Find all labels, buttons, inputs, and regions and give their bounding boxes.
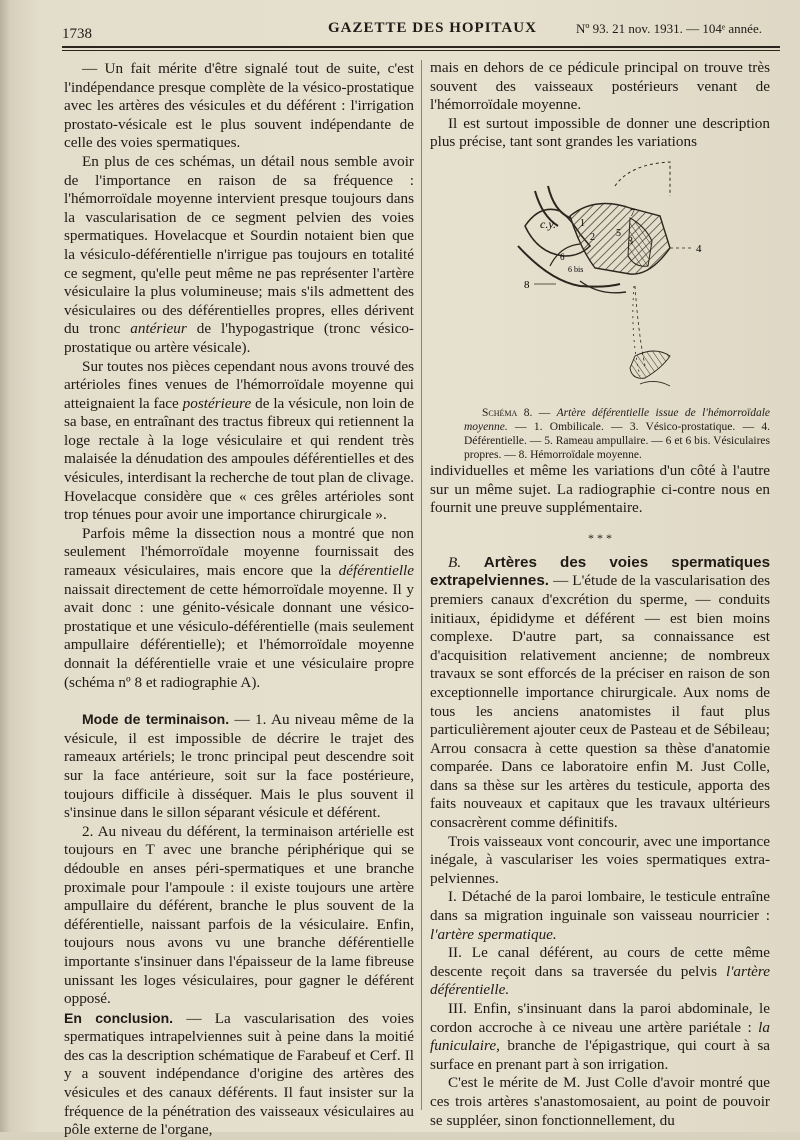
issue-info: Nº 93. 21 nov. 1931. — 104ᵉ année. (576, 21, 762, 36)
paragraph: Parfois même la dissection nous a montré que non seulement l'hémorroïdale moyenne fournissait des rameaux vésiculaires, mais encore que la déférentielle naissait directement de cette hémorroïdale moyenne. Il y avait donc : une génito-vésicale donnant une vésico-prostatique et une vésiculo-déférentielle (mais seulement ampullaire déférentielle); et l'hémorroïdale moyenne donnait la déférentielle vraie et une vésiculaire propre (schéma nº 8 et radiographie A). (64, 524, 414, 691)
label-cy: c.y. (540, 216, 556, 231)
paragraph: Il est surtout impossible de donner une description plus précise, tant sont grandes les variations (430, 114, 770, 151)
list-item: I. Détaché de la paroi lombaire, le testicule entraîne dans sa migration inguinale son vaisseau nourricier : l'artère spermatique. (430, 888, 770, 943)
paragraph: mais en dehors de ce pédicule principal on trouve très souvent des vaisseaux postérieurs venant de l'hémorroïdale moyenne. (430, 59, 770, 114)
paragraph: En plus de ces schémas, un détail nous semble avoir de l'importance en raison de sa fréquence : l'hémorroïdale moyenne intervient presque toujours dans la vascularisation de ce segment pelvien des voies spermatiques. Hovelacque et Sourdin notaient bien que la vésiculo-déférentielle n'irrigue pas toujours en totalité ce segment, qu'elle peut même ne pas représenter l'artère vésiculaire la plus volumineuse; mais s'ils admettent des vésiculaires ou des déférentielles propres, elles dérivent du tronc antérieur de l'hypogastrique (tronc vésico-prostatique ou artère vésicale). (64, 152, 414, 356)
label-7: 7 (630, 207, 635, 219)
paragraph: C'est le mérite de M. Just Colle d'avoir montré que ces trois artères s'anastomosaient, au point de pouvoir se suppléer, sinon fonctionnellement, du (430, 1074, 770, 1129)
header-rule (62, 46, 780, 48)
schema-8-diagram (430, 156, 770, 406)
section-mode-terminaison: Mode de terminaison. — 1. Au niveau même de la vésicule, il est impossible de décrire le trajet des rameaux artériels; le tronc principal peut descendre soit sur la face antérieure, soit sur la face postérieure, toujours difficile à disséquer. Mais le plus souvent il s'insinue dans le sillon séparant vésicule et déférent. (64, 711, 414, 822)
section-heading: Mode de terminaison. (82, 711, 230, 728)
journal-title: GAZETTE DES HOPITAUX (328, 20, 537, 36)
paragraph: Sur toutes nos pièces cependant nous avons trouvé des artérioles fines venues de l'hémorroïdale moyenne qui atteignaient la face postérieure de la vésicule, non loin de sa base, en entraînant des tractus fibreux qui retiennent la loge rectale à la loge vésiculaire et qui rendent très malaisée la dénudation des ampoules déférentielles et des vésicules, interdisant la recherche de tout plan de clivage. Hovelacque considère que « ces grêles artérioles sont trop ténues pour avoir une importance chirurgicale ». (64, 357, 415, 524)
label-4: 4 (696, 242, 702, 255)
header-rule-thin (62, 50, 780, 51)
section-conclusion: En conclusion. — La vascularisation des voies spermatiques intrapelviennes suit à peine dans la moitié des cas la description schématique de Farabeuf et Cerf. Il y a souvent indépendance d'origine des artères des vésicules et des canaux déférents. Il faut insister sur la fréquence de la pénétration des vaisseaux vésiculaires au pôle externe de l'organe, (64, 1009, 414, 1139)
figure-caption: Schéma 8. — Artère déférentielle issue de l'hémorroïdale moyenne. — 1. Ombilicale. — 3. Vésico-prostatique. — 4. Déférentielle. — 5. Rameau ampullaire. — 6 et 6 bis. Vésiculaires propres. — 8. Hémorroïdale moyenne. (464, 406, 770, 461)
column-divider (421, 60, 422, 1110)
paragraph: individuelles et même les variations d'un côté à l'autre sur un même sujet. La radiographie ci-contre nous en fournit une preuve supplémentaire. (430, 461, 770, 517)
label-6: 6 (560, 251, 565, 262)
page-header (58, 18, 778, 40)
right-column (430, 59, 770, 1130)
left-column (64, 60, 414, 1140)
section-b: B. Artères des voies spermatiques extrapelviennes. — L'étude de la vascularisation des premiers canaux d'excrétion du sperme, — conduits initiaux, épididyme et déférent — est bien moins complexe. D'autre part, sa connaissance est d'acquisition relativement ancienne; de nombreux travaux se sont efforcés de la préciser en raison de son exceptionnelle importance chirurgicale. Aux noms de tous les anciens anatomistes il faut plus particulièrement ajouter ceux de Pasteau et de Sébileau; Arrou consacra à cette question sa thèse d'anatomie comparée. Dans ce laboratoire enfin M. Just Colle, dans sa thèse sur les artères du testicule, apporta des faits nouveaux et capitaux que les travaux ultérieurs consacrèrent comme définitifs. (430, 553, 771, 832)
section-separator: * * * (588, 530, 612, 545)
paragraph: Trois vaisseaux vont concourir, avec une importance inégale, à vasculariser les voies spermatiques extra-pelviennes. (430, 832, 770, 887)
page-number: 1738 (62, 26, 92, 42)
label-8: 8 (524, 278, 530, 291)
section-heading: Artères des voies spermatiques extrapelviennes. (430, 553, 771, 590)
label-6bis: 6 bis (568, 264, 584, 274)
label-3: 3 (628, 235, 633, 247)
label-2: 2 (590, 231, 595, 243)
paragraph: 2. Au niveau du déférent, la terminaison artérielle est toujours en T avec une branche périphérique qui se dédouble en anses péri-spermatiques et une branche proximale pour l'ampoule : il existe toujours une artère ampullaire du déférent, branche le plus souvent de la déférentielle, naissant parfois de la vésiculaire. Enfin, toujours nous avons vu une branche déférentielle importante s'insinuer dans l'épaisseur de la lame fibreuse unissant les loges vésiculaires, pour gagner le déférent opposé. (64, 822, 414, 1008)
label-5: 5 (616, 227, 621, 239)
section-heading: En conclusion. (64, 1009, 174, 1026)
list-item: II. Le canal déférent, au cours de cette même descente reçoit dans sa traversée du pelvis l'artère déférentielle. (430, 944, 770, 999)
label-1: 1 (580, 217, 585, 229)
paragraph: — Un fait mérite d'être signalé tout de suite, c'est l'indépendance presque complète de la vésico-prostatique avec les artères des vésicules et du déférent : l'irrigation prostato-vésicale est le plus souvent indépendante de celle des voies spermatiques. (64, 60, 414, 152)
artery-schema-illustration (430, 156, 770, 406)
list-item: III. Enfin, s'insinuant dans la paroi abdominale, le cordon accroche à ce niveau une artère pariétale : la funiculaire, branche de l'épigastrique, qui court à sa surface en prenant part à son irrigation. (430, 1000, 770, 1073)
